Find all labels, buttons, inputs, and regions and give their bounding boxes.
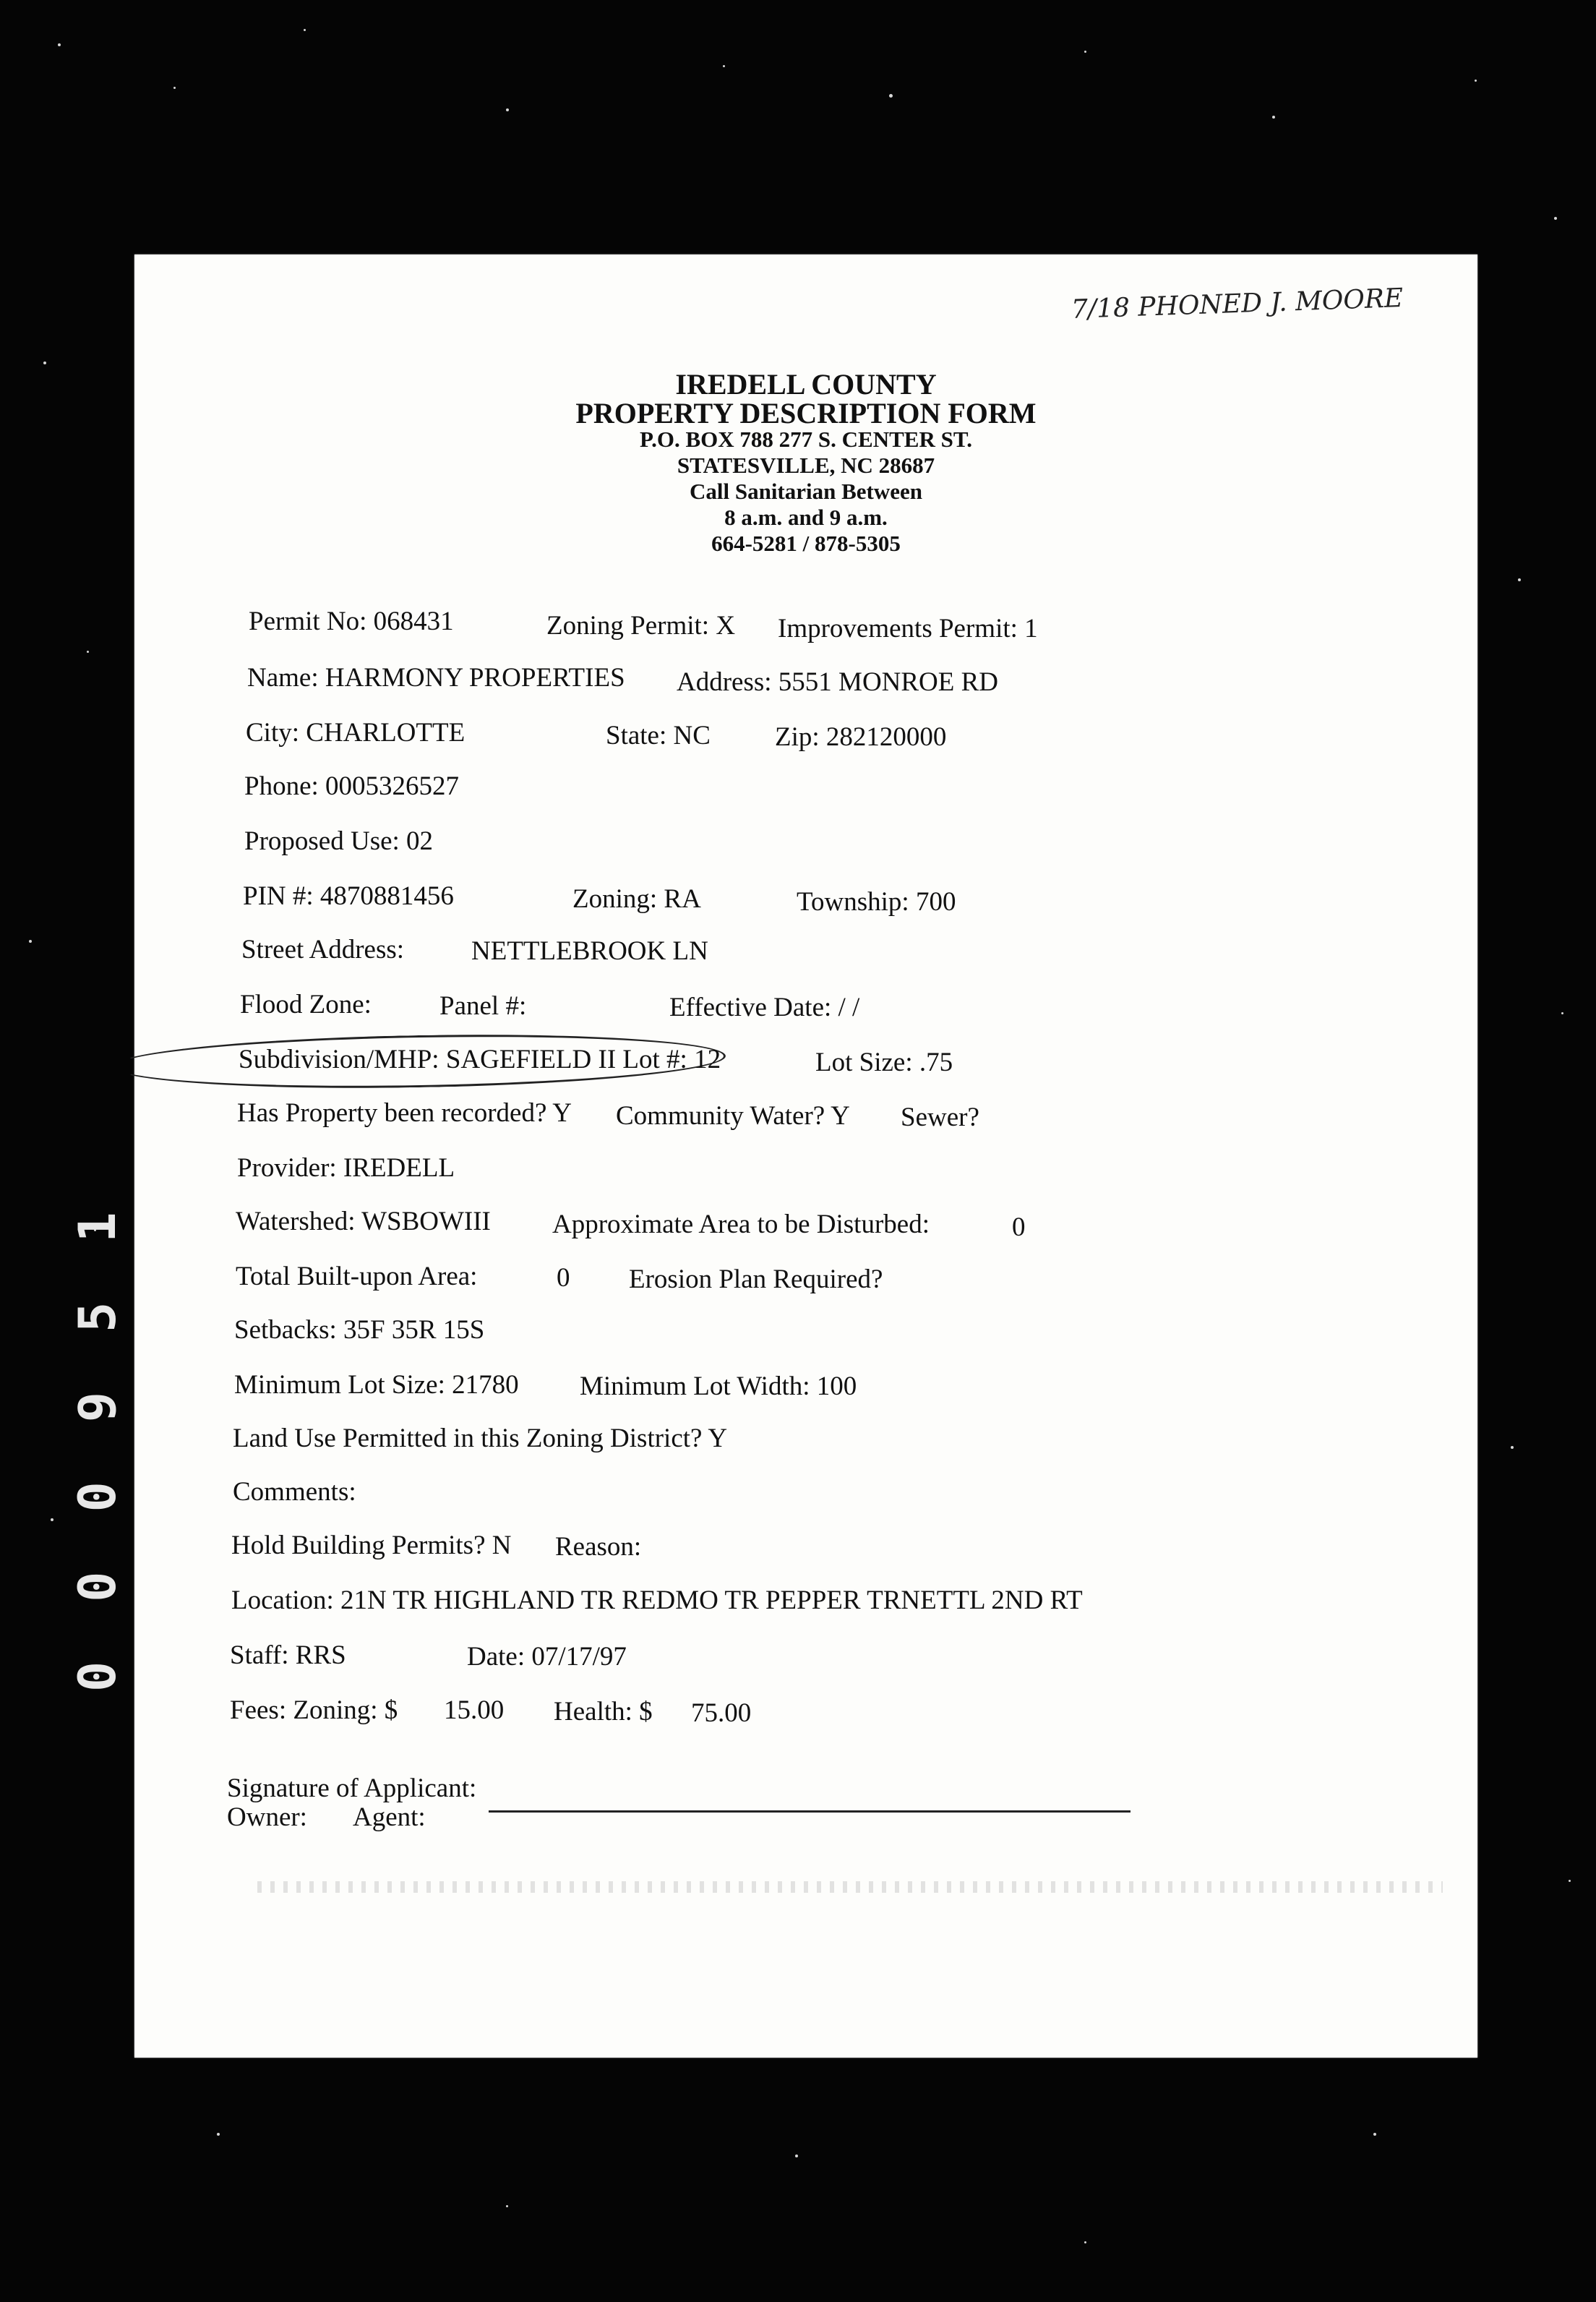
state: State: NC	[606, 721, 711, 750]
erosion-plan: Erosion Plan Required?	[629, 1265, 883, 1294]
property-recorded: Has Property been recorded? Y	[237, 1098, 572, 1128]
proposed-use: Proposed Use: 02	[244, 826, 434, 856]
health-fee: 75.00	[691, 1698, 752, 1728]
zoning-permit: Zoning Permit: X	[546, 611, 736, 641]
handwritten-note: 7/18 PHONED J. MOORE	[1071, 283, 1404, 325]
reason: Reason:	[555, 1532, 642, 1562]
header-hours: 8 a.m. and 9 a.m.	[724, 505, 888, 530]
improvements-permit: Improvements Permit: 1	[778, 614, 1038, 643]
sewer: Sewer?	[901, 1103, 979, 1132]
built-upon-value: 0	[557, 1263, 570, 1293]
land-use-permitted: Land Use Permitted in this Zoning District? Y	[233, 1424, 728, 1453]
staff: Staff: RRS	[230, 1640, 346, 1670]
header-city: STATESVILLE, NC 28687	[677, 453, 935, 478]
approx-area-label: Approximate Area to be Disturbed:	[552, 1210, 930, 1239]
zip: Zip: 282120000	[775, 722, 947, 752]
county-title: IREDELL COUNTY	[675, 368, 937, 401]
built-upon-label: Total Built-upon Area:	[236, 1262, 478, 1291]
comments: Comments:	[233, 1477, 356, 1507]
flood-zone: Flood Zone:	[240, 990, 372, 1019]
header-call: Call Sanitarian Between	[689, 479, 923, 504]
header-address: P.O. BOX 788 277 S. CENTER ST.	[640, 427, 972, 452]
min-lot-width: Minimum Lot Width: 100	[580, 1372, 857, 1401]
signature-line	[489, 1810, 1130, 1813]
date: Date: 07/17/97	[467, 1642, 627, 1672]
street-address-value: NETTLEBROOK LN	[471, 936, 708, 966]
health-fee-label: Health: $	[554, 1697, 653, 1726]
phone: Phone: 0005326527	[244, 771, 460, 801]
subdivision: Subdivision/MHP: SAGEFIELD II Lot #: 12	[239, 1045, 721, 1074]
city: City: CHARLOTTE	[246, 718, 466, 748]
setbacks: Setbacks: 35F 35R 15S	[234, 1315, 485, 1345]
location: Location: 21N TR HIGHLAND TR REDMO TR PEPPER TRNETTL 2ND RT	[231, 1586, 1083, 1615]
community-water: Community Water? Y	[616, 1101, 850, 1131]
min-lot-size: Minimum Lot Size: 21780	[234, 1370, 519, 1400]
form-page	[134, 254, 1477, 2058]
approx-area-value: 0	[1012, 1212, 1026, 1242]
hold-permits: Hold Building Permits? N	[231, 1531, 512, 1560]
agent-label: Agent:	[353, 1802, 426, 1832]
fees-label: Fees: Zoning: $	[230, 1695, 398, 1725]
effective-date: Effective Date: / /	[669, 993, 860, 1022]
lot-size: Lot Size: .75	[815, 1048, 953, 1077]
provider: Provider: IREDELL	[237, 1153, 455, 1183]
signature-label: Signature of Applicant:	[227, 1773, 477, 1803]
applicant-name: Name: HARMONY PROPERTIES	[247, 663, 625, 693]
pin: PIN #: 4870881456	[243, 881, 454, 911]
owner-label: Owner:	[227, 1802, 307, 1832]
street-address-label: Street Address:	[241, 935, 405, 964]
scan-smudge	[257, 1881, 1443, 1893]
panel: Panel #:	[439, 991, 527, 1021]
form-title: PROPERTY DESCRIPTION FORM	[575, 397, 1037, 429]
watershed: Watershed: WSBOWIII	[236, 1207, 491, 1236]
zoning-fee: 15.00	[444, 1695, 505, 1725]
header-phone: 664-5281 / 878-5305	[711, 531, 901, 556]
applicant-address: Address: 5551 MONROE RD	[677, 667, 999, 697]
zoning: Zoning: RA	[572, 884, 701, 914]
township: Township: 700	[797, 887, 956, 917]
permit-no: Permit No: 068431	[249, 607, 454, 636]
side-stamp-number: 0 0 0 9 5 1	[68, 1197, 127, 1692]
